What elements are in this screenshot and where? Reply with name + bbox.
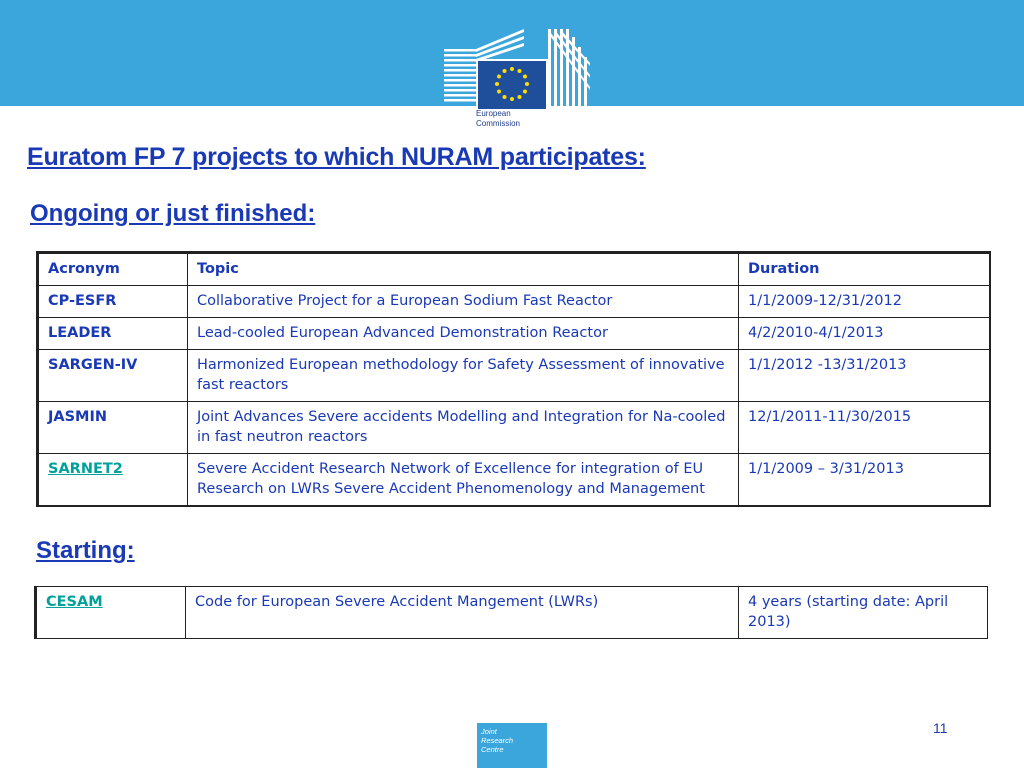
project-topic: Lead-cooled European Advanced Demonstration Reactor <box>188 318 739 350</box>
project-duration: 1/1/2009-12/31/2012 <box>739 286 990 318</box>
table-row <box>36 587 988 639</box>
jrc-logo <box>477 723 547 768</box>
project-acronym: LEADER <box>38 318 188 350</box>
jrc-line3: Centre <box>481 745 504 754</box>
starting-heading: Starting: <box>36 537 135 564</box>
project-topic: Joint Advances Severe accidents Modelling and Integration for Na-cooled in fast neutron reactors <box>188 402 739 454</box>
jrc-line1: Joint <box>481 727 497 736</box>
logo-caption-line2: Commission <box>476 119 521 128</box>
cesam-link[interactable]: CESAM <box>46 594 103 610</box>
sarnet2-link[interactable]: SARNET2 <box>48 461 123 477</box>
table-row <box>38 318 990 350</box>
project-acronym-cell <box>38 454 188 507</box>
project-acronym-cell <box>36 587 186 639</box>
table-row <box>38 402 990 454</box>
table-row <box>38 350 990 402</box>
ongoing-heading: Ongoing or just finished: <box>30 200 316 227</box>
table-row <box>38 286 990 318</box>
starting-projects-table <box>34 586 988 639</box>
project-topic: Severe Accident Research Network of Excellence for integration of EU Research on LWRs Severe Accident Phenomenology and Management <box>188 454 739 507</box>
project-acronym: SARGEN-IV <box>38 350 188 402</box>
jrc-line2: Research <box>481 736 514 745</box>
project-acronym: CP-ESFR <box>38 286 188 318</box>
project-topic: Code for European Severe Accident Mangement (LWRs) <box>186 587 739 639</box>
ongoing-projects-table <box>36 251 991 507</box>
column-header-topic: Topic <box>188 253 739 286</box>
project-duration: 4/2/2010-4/1/2013 <box>739 318 990 350</box>
project-topic: Harmonized European methodology for Safety Assessment of innovative fast reactors <box>188 350 739 402</box>
project-duration: 12/1/2011-11/30/2015 <box>739 402 990 454</box>
table-row <box>38 454 990 507</box>
project-duration: 1/1/2009 – 3/31/2013 <box>739 454 990 507</box>
column-header-acronym: Acronym <box>38 253 188 286</box>
column-header-duration: Duration <box>739 253 990 286</box>
logo-caption-line1: European <box>476 109 511 118</box>
page-number: 11 <box>933 720 948 736</box>
project-duration: 4 years (starting date: April 2013) <box>739 587 988 639</box>
table-header-row <box>38 253 990 286</box>
project-acronym: JASMIN <box>38 402 188 454</box>
project-duration: 1/1/2012 -13/31/2013 <box>739 350 990 402</box>
slide-title: Euratom FP 7 projects to which NURAM participates: <box>27 143 646 171</box>
project-topic: Collaborative Project for a European Sodium Fast Reactor <box>188 286 739 318</box>
european-commission-caption <box>476 109 546 129</box>
